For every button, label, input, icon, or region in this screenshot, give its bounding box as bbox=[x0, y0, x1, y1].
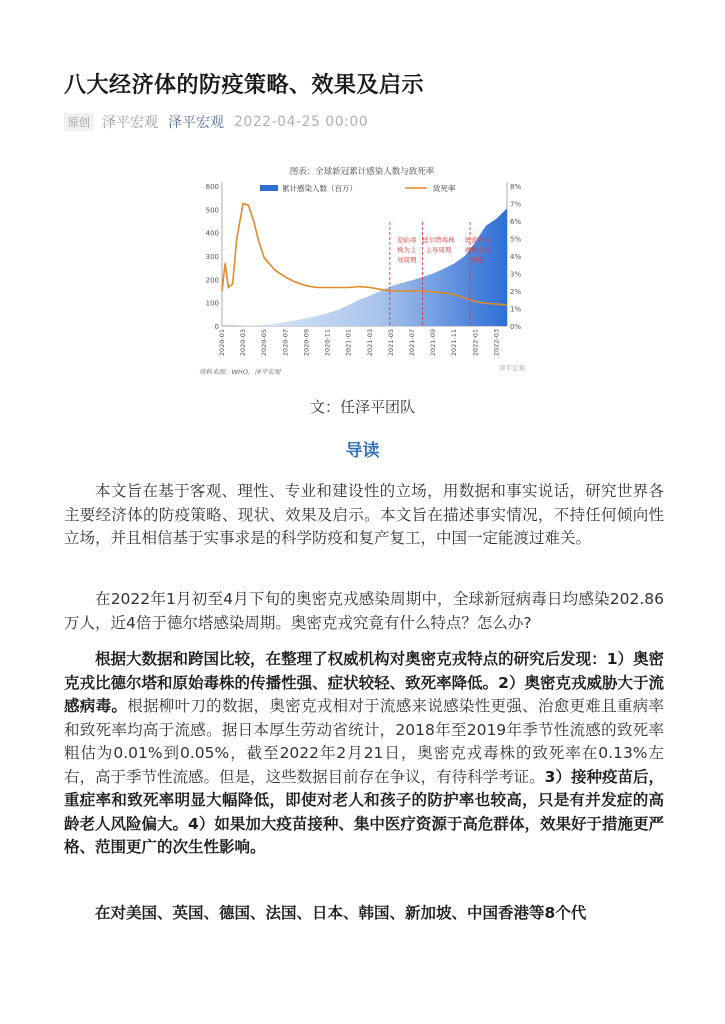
paragraph-2: 在2022年1月初至4月下旬的奥密克戎感染周期中，全球新冠病毒日均感染202.86万人，近4倍于德尔塔感染周期。奥密克戎究竟有什么特点？怎么办? bbox=[64, 590, 664, 632]
chart-watermark: 泽平宏观 bbox=[499, 364, 525, 372]
publish-date: 2022-04-25 00:00 bbox=[234, 114, 369, 130]
period-annotation: 周期 bbox=[470, 256, 484, 264]
paragraph-4 bbox=[64, 902, 664, 926]
legend-line-label: 致死率 bbox=[433, 184, 456, 193]
paragraph-3 bbox=[64, 648, 664, 860]
byline: 文：任泽平团队 bbox=[309, 398, 415, 416]
left-tick-label: 100 bbox=[205, 299, 219, 308]
right-tick-label: 4% bbox=[510, 253, 522, 261]
x-tick-label: 2022-01 bbox=[471, 329, 480, 357]
right-tick-label: 2% bbox=[510, 288, 522, 296]
x-tick-label: 2020-01 bbox=[218, 329, 226, 357]
x-tick-label: 2021-01 bbox=[344, 329, 353, 357]
left-tick-label: 400 bbox=[205, 229, 219, 238]
x-tick-label: 2021-05 bbox=[386, 329, 395, 357]
legend-area-swatch bbox=[260, 185, 278, 191]
x-tick-label: 2021-09 bbox=[429, 329, 438, 357]
chart-svg bbox=[195, 160, 530, 378]
left-tick-label: 200 bbox=[205, 276, 219, 285]
left-tick-label: 500 bbox=[205, 206, 219, 215]
left-tick-label: 300 bbox=[205, 253, 219, 261]
right-tick-label: 7% bbox=[510, 200, 522, 209]
account-link[interactable]: 泽平宏观 bbox=[168, 115, 224, 131]
chart-caption: 图表：全球新冠累计感染人数与致死率 bbox=[289, 167, 435, 177]
right-tick-label: 5% bbox=[510, 235, 522, 244]
x-tick-label: 2020-07 bbox=[281, 329, 290, 357]
right-tick-label: 1% bbox=[510, 305, 522, 314]
paragraph-3-bold-1: 根据大数据和跨国比较，在整理了权威机构对奥密克戎特点的研究后发现：1）奥密克戎比德尔塔和原始毒株的传播性强、症状较轻、致死率降低。2）奥密克戎威胁大于流感病毒。 bbox=[64, 650, 664, 715]
chart-source: 资料来源：WHO，泽平宏观 bbox=[199, 368, 281, 376]
original-badge: 原创 bbox=[64, 113, 94, 131]
period-annotation: 导周期 bbox=[396, 256, 417, 264]
period-annotation: 主导周期 bbox=[425, 246, 452, 254]
paragraph-4-bold: 在对美国、英国、德国、法国、日本、韩国、新加坡、中国香港等8个代 bbox=[95, 904, 587, 922]
period-annotation: 奥密克戎 bbox=[464, 236, 491, 244]
period-annotation: 株为主 bbox=[396, 246, 417, 254]
paragraph-1: 本文旨在基于客观、理性、专业和建设性的立场，用数据和事实说话，研究世界各主要经济体的防疫策略、现状、效果及启示。本文旨在描述事实情况，不持任何倾向性立场，并且相信基于实事求是的科学防疫和复产复工，中国一定能渡过难关。 bbox=[64, 482, 664, 547]
x-tick-label: 2020-05 bbox=[260, 329, 269, 357]
article-meta bbox=[64, 112, 368, 132]
x-tick-label: 2022-03 bbox=[492, 329, 501, 357]
x-tick-label: 2020-03 bbox=[239, 329, 248, 357]
x-tick-label: 2021-11 bbox=[450, 329, 459, 357]
paragraph-3-normal: 根据柳叶刀的数据，奥密克戎相对于流感来说感染性更强、治愈更难且重病率和致死率均高于流感。据日本厚生劳动省统计，2018年至2019年季节性流感的致死率粗估为0.01%到0.05%，截至2022年2月21日，奥密克戎毒株的致死率在0.13%左右，高于季节性流感。但是，这些数据目前存在争议，有待科学考证。 bbox=[64, 697, 664, 786]
right-tick-label: 6% bbox=[510, 218, 522, 226]
right-tick-label: 0% bbox=[510, 323, 522, 331]
legend-area-label: 累计感染人数（百万） bbox=[282, 184, 357, 193]
period-annotation: 德尔塔毒株 bbox=[422, 236, 455, 244]
right-tick-label: 8% bbox=[510, 183, 522, 191]
left-tick-label: 0 bbox=[214, 323, 219, 331]
section-title: 导读 bbox=[345, 441, 380, 461]
right-tick-label: 3% bbox=[510, 270, 522, 279]
period-annotation: 毒株主导 bbox=[464, 246, 491, 254]
x-tick-label: 2021-03 bbox=[365, 329, 374, 357]
chart-figure bbox=[195, 160, 530, 378]
x-tick-label: 2020-09 bbox=[302, 329, 311, 357]
paragraph-3-bold-2: 3）接种疫苗后，重症率和致死率明显大幅降低，即使对老人和孩子的防护率也较高，只是有并发症的高龄老人风险偏大。4）如果加大疫苗接种、集中医疗资源于高危群体，效果好于措施更严格、范围更广的次生性影响。 bbox=[64, 767, 664, 856]
article-title: 八大经济体的防疫策略、效果及启示 bbox=[64, 73, 425, 98]
x-tick-label: 2020-11 bbox=[323, 329, 332, 357]
author-name: 泽平宏观 bbox=[102, 115, 158, 131]
infections-area bbox=[222, 208, 507, 326]
x-tick-label: 2021-07 bbox=[408, 329, 416, 357]
left-tick-label: 600 bbox=[205, 183, 219, 191]
period-annotation: 原始毒 bbox=[396, 236, 417, 244]
